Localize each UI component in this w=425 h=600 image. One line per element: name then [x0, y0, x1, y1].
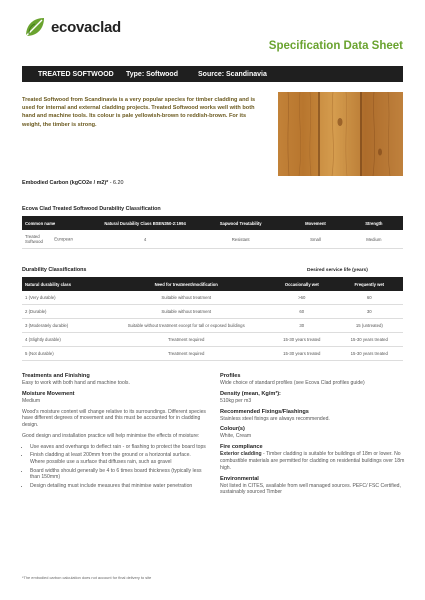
table-row: [22, 305, 403, 319]
treatments-heading: Treatments and Finishing: [22, 373, 90, 379]
table-cell: Resistant: [195, 230, 286, 249]
table-cell: [22, 230, 95, 249]
density-text: 510kg per m3: [220, 397, 252, 404]
table-row: [22, 319, 403, 333]
table-cell: Small: [286, 230, 345, 249]
table-cell: 15-30 years treated: [268, 347, 336, 361]
header-treatment: Need for treatment/modification: [104, 277, 268, 291]
durability-header-row: [22, 277, 403, 291]
header-frequently-wet: Frequently wet: [336, 277, 403, 291]
classification-title: Ecova Clad Treated Softwood Durability Classification: [22, 206, 161, 212]
table-cell: Suitable without treatment except for tall or exposed buildings: [104, 319, 268, 333]
sheet-title: Specification Data Sheet: [268, 40, 403, 52]
table-cell: Suitable without treatment: [104, 305, 268, 319]
table-cell: 2 (Durable): [22, 305, 104, 319]
table-row: [22, 333, 403, 347]
header-sapwood: Sapwood Treatability: [195, 216, 286, 230]
leaf-logo-icon: [22, 14, 48, 40]
treatments-text: Easy to work with both hand and machine tools.: [22, 380, 130, 386]
table-cell: 30: [336, 305, 403, 319]
footnote: *The embodied carbon calculation does not account for final delivery to site: [22, 575, 152, 580]
table-cell: Medium: [345, 230, 403, 249]
fixings-heading: Recommended Fixings/Flashings: [220, 408, 309, 415]
table-cell: 60: [336, 291, 403, 305]
environmental-heading: Environmental: [220, 475, 259, 482]
table-row: [22, 347, 403, 361]
moisture-heading: Moisture Movement: [22, 390, 75, 397]
profiles-heading: Profiles: [220, 373, 241, 379]
brand-name: ecovaclad: [51, 18, 121, 36]
moisture-intro: Good design and installation practice will help minimise the effects of moisture:: [22, 432, 200, 439]
profiles-text: Wide choice of standard profiles (see Ecova Clad profiles guide): [220, 380, 365, 386]
fixings-text: Stainless steel fixings are always recommended.: [220, 415, 330, 422]
common-name-cell: Treated Softwood: [25, 234, 43, 244]
header-common-name: Common name: [22, 216, 95, 230]
fire-heading: Fire compliance: [220, 444, 263, 451]
table-cell: Suitable without treatment: [104, 291, 268, 305]
origin-cell: European: [54, 236, 73, 242]
fire-text: [220, 451, 405, 471]
embodied-carbon-value: - 6.20: [109, 180, 124, 186]
embodied-carbon: [22, 180, 124, 186]
list-item: • Board widths should generally be 4 to 6 times board thickness (typically less than 150mm): [30, 468, 207, 481]
table-cell: 4: [95, 230, 195, 249]
table-cell: 5 (Not durable): [22, 347, 104, 361]
table-cell: 3 (Moderately durable): [22, 319, 104, 333]
wood-sample-image: [278, 92, 403, 176]
classification-header-row: [22, 216, 403, 230]
table-cell: Treatment required: [104, 333, 268, 347]
header-durability-class: Natural Durability Class BSEN350-2:1994: [95, 216, 195, 230]
header-class: Natural durability class: [22, 277, 104, 291]
moisture-value: Medium: [22, 397, 41, 404]
environmental-text: Not listed in CITES, available from well managed sources. PEFC/ FSC Certified, sustainably sourced Timber: [220, 482, 401, 496]
table-row: [22, 291, 403, 305]
banner-product: TREATED SOFTWOOD: [38, 70, 114, 78]
colours-text: White, Cream: [220, 433, 252, 440]
table-cell: 15-30 years treated: [336, 333, 403, 347]
table-cell: >60: [268, 291, 336, 305]
product-banner: [22, 66, 403, 82]
fire-text-body: - Timber cladding is suitable for buildings of 18m or lower. No combustible materials are permitted for cladding on residential buildings over 18m high.: [220, 451, 405, 471]
service-life-label: Desired service life (years): [307, 268, 368, 273]
table-cell: 1 (Very durable): [22, 291, 104, 305]
banner-source: Source: Scandinavia: [198, 70, 267, 78]
list-item: • Finish cladding at least 200mm from the ground or a horizontal surface. Where possible use a surface that diffuses rain, such as gravel: [30, 452, 207, 465]
list-item: • Use eaves and overhangs to deflect rain - or flashing to protect the board tops: [30, 444, 207, 451]
left-column: [22, 373, 207, 491]
durability-title: Durability Classifications: [22, 267, 87, 273]
colours-heading: Colour(s): [220, 426, 245, 433]
right-column: [220, 373, 405, 500]
brand-logo: [22, 14, 121, 40]
table-cell: 4 (Slightly durable): [22, 333, 104, 347]
table-cell: 15-30 years treated: [268, 333, 336, 347]
moisture-bullets: [22, 444, 207, 490]
table-cell: 15-30 years treated: [336, 347, 403, 361]
header-movement: Movement: [286, 216, 345, 230]
banner-type: Type: Softwood: [126, 70, 178, 78]
intro-paragraph: Treated Softwood from Scandinavia is a very popular species for timber cladding and is used for internal and external cladding projects. Treated Softwood works well with both hand and machine tools. Its colour is pale yellowish-brown to reddish-brown. For its weight, the timber is strong.: [22, 97, 256, 128]
table-row: [22, 230, 403, 249]
table-cell: Treatment required: [104, 347, 268, 361]
header-occasionally-wet: Occasionally wet: [268, 277, 336, 291]
list-item: • Design detailing must include measures that minimise water penetration: [30, 483, 207, 490]
durability-table: [22, 277, 403, 361]
header-strength: Strength: [345, 216, 403, 230]
classification-table: [22, 216, 403, 249]
table-cell: 15 (untreated): [336, 319, 403, 333]
embodied-carbon-label: Embodied Carbon (kgCO2e / m2)*: [22, 180, 109, 186]
fire-text-bold: Exterior cladding: [220, 451, 262, 458]
table-cell: 30: [268, 319, 336, 333]
table-cell: 60: [268, 305, 336, 319]
moisture-description: Wood's moisture content will change relative to its surroundings. Different species have different degrees of movement and this must be accounted for in cladding design.: [22, 408, 206, 429]
density-heading: Density (mean, Kg/m³):: [220, 390, 281, 397]
